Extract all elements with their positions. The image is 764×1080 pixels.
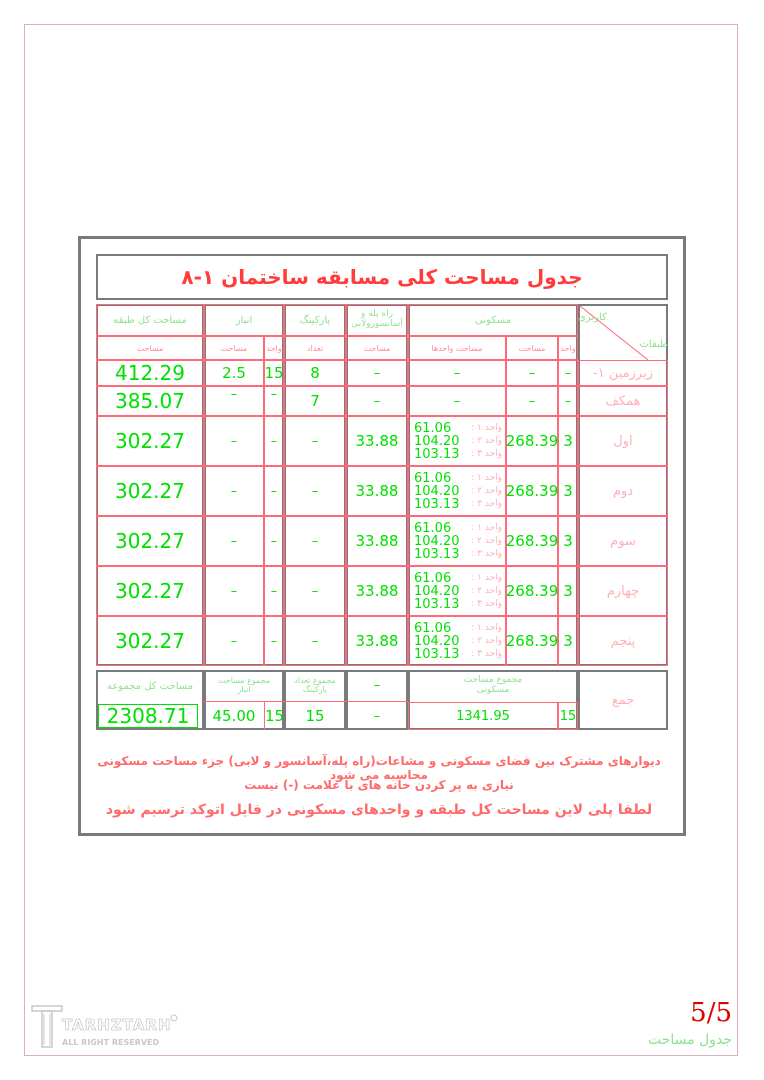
unit-areas-list — [414, 420, 502, 462]
unit-area-value: 103.13 — [414, 496, 460, 512]
unit-areas-cell: – — [408, 360, 506, 386]
total-floor-cell: 302.27 — [96, 616, 204, 666]
unit-area-value: 104.20 — [414, 533, 460, 549]
floor-label: پنجم — [578, 616, 668, 666]
stair-cell: 33.88 — [346, 616, 408, 666]
unit-area-row — [414, 422, 502, 435]
res-unit-area-header: مساحت واحدها — [408, 336, 506, 360]
storage-area-cell: – — [204, 616, 264, 666]
unit-area-label: واحد ۲ : — [471, 485, 502, 496]
res-unit-header: واحد — [558, 336, 578, 360]
stair-cell: – — [346, 360, 408, 386]
unit-area-value: 103.13 — [414, 546, 460, 562]
summary-parking: 15 — [305, 707, 325, 725]
unit-area-value: 103.13 — [414, 446, 460, 462]
stair-cell: 33.88 — [346, 466, 408, 516]
unit-area-row — [414, 548, 502, 561]
floor-label: چهارم — [578, 566, 668, 616]
storage-units-cell: – — [264, 386, 284, 416]
parking-header: پارکینگ — [284, 304, 346, 336]
unit-area-label: واحد ۳ : — [471, 548, 502, 559]
parking-count-header: تعداد — [284, 336, 346, 360]
res-area-cell: 268.39 — [506, 516, 558, 566]
parking-cell: – — [284, 466, 346, 516]
floor-label: زیرزمین ۱- — [578, 360, 668, 386]
summary-stair-header: – — [346, 670, 408, 702]
summary-parking-header: مجموع تعداد پارکینگ — [284, 670, 346, 702]
unit-area-row — [414, 572, 502, 585]
floor-label: همکف — [578, 386, 668, 416]
unit-area-row — [414, 585, 502, 598]
parking-cell: 7 — [284, 386, 346, 416]
unit-area-value: 61.06 — [414, 570, 452, 586]
storage-area-cell: – — [204, 566, 264, 616]
res-area-cell: – — [506, 360, 558, 386]
res-area-cell: 268.39 — [506, 566, 558, 616]
summary-total-header: مساحت کل مجموعه — [106, 680, 194, 692]
storage-units-cell: – — [264, 516, 284, 566]
unit-area-value: 103.13 — [414, 646, 460, 662]
stair-cell: 33.88 — [346, 516, 408, 566]
unit-area-row — [414, 448, 502, 461]
res-units-cell: – — [558, 386, 578, 416]
unit-area-value: 61.06 — [414, 470, 452, 486]
res-area-cell: 268.39 — [506, 416, 558, 466]
page-label: جدول مساحت — [647, 1032, 732, 1048]
total-floor-cell: 385.07 — [96, 386, 204, 416]
unit-area-value: 104.20 — [414, 633, 460, 649]
usage-header: کاربری — [578, 312, 607, 323]
summary-storage-area: 45.00 — [212, 707, 256, 725]
storage-area-cell: – — [204, 466, 264, 516]
summary-storage-header: مجموع مساحت انبار — [204, 670, 284, 702]
stair-cell: – — [346, 386, 408, 416]
unit-area-label: واحد ۱ : — [471, 522, 502, 533]
summary-total: 2308.71 — [98, 704, 198, 728]
unit-area-label: واحد ۳ : — [471, 448, 502, 459]
unit-area-label: واحد ۲ : — [471, 435, 502, 446]
total-floor-cell: 302.27 — [96, 416, 204, 466]
logo-name: TARHZTARH — [62, 1016, 172, 1034]
storage-units-cell: – — [264, 416, 284, 466]
unit-area-label: واحد ۱ : — [471, 622, 502, 633]
unit-areas-list — [414, 520, 502, 562]
storage-area-header: مساحت — [204, 336, 264, 360]
parking-cell: 8 — [284, 360, 346, 386]
unit-area-label: واحد ۲ : — [471, 635, 502, 646]
summary-storage-units: 15 — [264, 702, 284, 730]
storage-area-cell: – — [204, 416, 264, 466]
unit-area-row — [414, 485, 502, 498]
storage-units-cell: – — [264, 566, 284, 616]
floor-label: سوم — [578, 516, 668, 566]
unit-area-row — [414, 648, 502, 661]
unit-area-value: 104.20 — [414, 583, 460, 599]
note-polyline: لطفا پلی لاین مساحت کل طبقه و واحدهای مسکونی در فایل اتوکد ترسیم شود — [105, 802, 653, 818]
res-area-cell: – — [506, 386, 558, 416]
note-dash-cells: نیازی به پر کردن خانه های با علامت (-) نیست — [244, 778, 514, 792]
unit-areas-cell: – — [408, 386, 506, 416]
summary-res-units: 15 — [558, 702, 578, 730]
parking-cell: – — [284, 416, 346, 466]
total-floor-cell: 412.29 — [96, 360, 204, 386]
total-floor-cell: 302.27 — [96, 516, 204, 566]
floor-label: دوم — [578, 466, 668, 516]
unit-area-value: 103.13 — [414, 596, 460, 612]
unit-area-row — [414, 498, 502, 511]
storage-area-cell: – — [204, 516, 264, 566]
unit-area-value: 104.20 — [414, 433, 460, 449]
unit-area-label: واحد ۳ : — [471, 498, 502, 509]
storage-unit-header: واحد — [264, 336, 284, 360]
residential-header: مسکونی — [408, 304, 578, 336]
summary-stair: – — [373, 708, 381, 724]
stair-cell: 33.88 — [346, 566, 408, 616]
unit-area-row — [414, 622, 502, 635]
storage-units-cell: – — [264, 616, 284, 666]
note-shared-walls: دیوارهای مشترک بین فضای مسکونی و مشاعات(راه پله،آسانسور و لابی) جزء مساحت مسکونی محاسبه می شود — [97, 754, 661, 782]
res-units-cell: – — [558, 360, 578, 386]
total-floor-header: مساحت کل طبقه — [96, 304, 204, 336]
stair-area-header: مساحت — [346, 336, 408, 360]
storage-units-cell: – — [264, 466, 284, 516]
unit-area-row — [414, 535, 502, 548]
company-logo — [30, 1004, 180, 1052]
res-units-cell: 3 — [558, 516, 578, 566]
summary-residential-header: مجموع مساحت مسکونی — [463, 675, 523, 695]
unit-area-row — [414, 598, 502, 611]
res-area-header: مساحت — [506, 336, 558, 360]
storage-units-cell: 15 — [264, 360, 284, 386]
res-units-cell: 3 — [558, 466, 578, 516]
parking-cell: – — [284, 566, 346, 616]
unit-area-label: واحد ۱ : — [471, 572, 502, 583]
stair-cell: 33.88 — [346, 416, 408, 466]
total-floor-area-header: مساحت — [96, 336, 204, 360]
logo-rights: ALL RIGHT RESERVED — [62, 1038, 160, 1047]
unit-area-value: 61.06 — [414, 420, 452, 436]
unit-area-label: واحد ۳ : — [471, 598, 502, 609]
unit-area-label: واحد ۲ : — [471, 535, 502, 546]
storage-area-cell: – — [204, 386, 264, 416]
summary-label: جمع — [578, 670, 668, 730]
page-number: 5/5 — [690, 998, 732, 1028]
parking-cell: – — [284, 516, 346, 566]
table-title: جدول مساحت کلی مسابقه ساختمان ۱-۸ — [96, 254, 668, 300]
header-diagonal-line — [580, 306, 648, 360]
res-units-cell: 3 — [558, 616, 578, 666]
res-area-cell: 268.39 — [506, 616, 558, 666]
parking-cell: – — [284, 616, 346, 666]
unit-area-value: 61.06 — [414, 520, 452, 536]
res-units-cell: 3 — [558, 566, 578, 616]
stair-header: راه پله و آسانسورولابی — [346, 304, 408, 336]
unit-area-value: 61.06 — [414, 620, 452, 636]
floors-header: طبقات — [639, 339, 668, 350]
unit-area-row — [414, 435, 502, 448]
res-area-cell: 268.39 — [506, 466, 558, 516]
res-units-cell: 3 — [558, 416, 578, 466]
unit-areas-list — [414, 470, 502, 512]
storage-area-cell: 2.5 — [204, 360, 264, 386]
unit-area-row — [414, 635, 502, 648]
unit-area-label: واحد ۳ : — [471, 648, 502, 659]
unit-area-label: واحد ۲ : — [471, 585, 502, 596]
summary-res-area: 1341.95 — [408, 702, 558, 730]
unit-area-row — [414, 522, 502, 535]
unit-area-label: واحد ۱ : — [471, 472, 502, 483]
unit-areas-list — [414, 620, 502, 662]
unit-areas-list — [414, 570, 502, 612]
unit-area-value: 104.20 — [414, 483, 460, 499]
total-floor-cell: 302.27 — [96, 566, 204, 616]
unit-area-row — [414, 472, 502, 485]
unit-area-label: واحد ۱ : — [471, 422, 502, 433]
storage-header: انبار — [204, 304, 284, 336]
total-floor-cell: 302.27 — [96, 466, 204, 516]
floor-label: اول — [578, 416, 668, 466]
